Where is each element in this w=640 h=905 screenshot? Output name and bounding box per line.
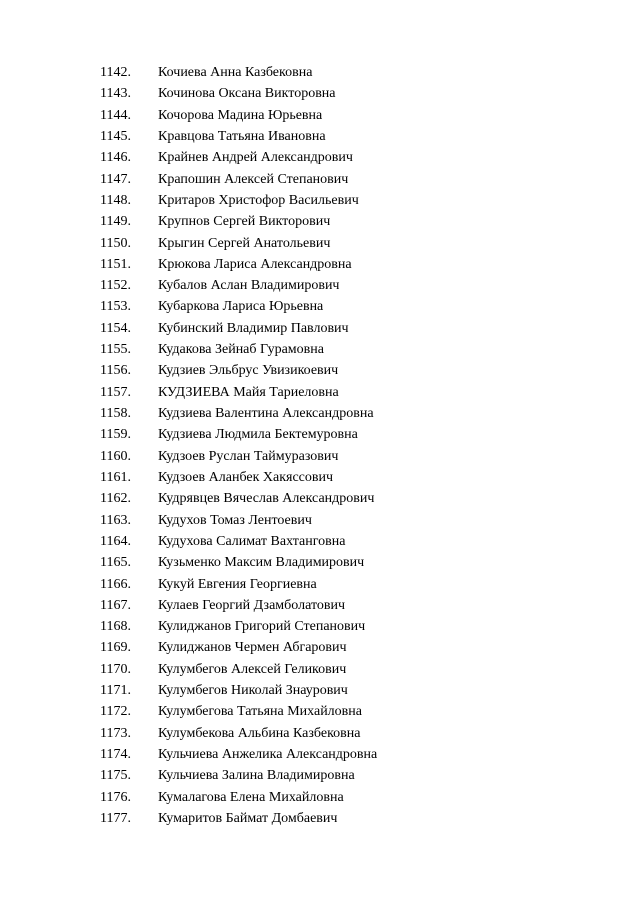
- entry-number: 1155.: [100, 342, 131, 358]
- entry-number: 1174.: [100, 747, 131, 762]
- entry-number: 1157.: [100, 384, 131, 400]
- entry-name: Кулиджанов Чермен Абгарович: [158, 640, 347, 656]
- entry-name: Кулумбегов Николай Знаурович: [158, 683, 348, 699]
- entry-name: Кравцова Татьяна Ивановна: [158, 128, 326, 144]
- entry-number: 1177.: [100, 810, 131, 826]
- entry-number: 1165.: [100, 555, 131, 571]
- entry-name: Кулумбегов Алексей Геликович: [158, 661, 347, 677]
- entry-number: 1158.: [100, 406, 131, 421]
- entry-number: 1143.: [100, 86, 131, 102]
- entry-number: 1147.: [100, 171, 131, 187]
- entry-number: 1175.: [100, 768, 131, 784]
- entry-number: 1154.: [100, 320, 131, 336]
- entry-name: Крайнев Андрей Александрович: [158, 150, 353, 166]
- entry-name: Крапошин Алексей Степанович: [158, 171, 349, 187]
- entry-name: Кочиева Анна Казбековна: [158, 65, 313, 80]
- entry-number: 1167.: [100, 597, 131, 613]
- entry-name: Кулумбегова Татьяна Михайловна: [158, 704, 362, 720]
- entry-number: 1163.: [100, 512, 131, 528]
- entry-number: 1170.: [100, 661, 131, 677]
- entry-name: Кульчиева Анжелика Александровна: [158, 747, 378, 762]
- entry-name: Кумаритов Баймат Домбаевич: [158, 810, 338, 826]
- entry-name: Критаров Христофор Васильевич: [158, 192, 359, 208]
- entry-number: 1169.: [100, 640, 131, 656]
- entry-number: 1171.: [100, 683, 131, 699]
- entry-name: Кукуй Евгения Георгиевна: [158, 576, 317, 592]
- entry-name: Кузьменко Максим Владимирович: [158, 555, 365, 571]
- entry-name: Кудзиева Людмила Бектемуровна: [158, 427, 358, 443]
- entry-name: Кульчиева Залина Владимировна: [158, 768, 355, 784]
- entry-name: Кубаркова Лариса Юрьевна: [158, 299, 324, 315]
- entry-number: 1145.: [100, 128, 131, 144]
- entry-name: Кудзоев Руслан Таймуразович: [158, 448, 339, 464]
- entry-number: 1162.: [100, 491, 131, 507]
- entry-name: Крыгин Сергей Анатольевич: [158, 235, 331, 251]
- entry-number: 1160.: [100, 448, 131, 464]
- entry-number: 1152.: [100, 278, 131, 294]
- entry-name: КУДЗИЕВА Майя Тариеловна: [158, 384, 339, 400]
- entry-name: Крюкова Лариса Александровна: [158, 256, 352, 272]
- entry-name: Кулиджанов Григорий Степанович: [158, 619, 366, 635]
- entry-name: Кочинова Оксана Викторовна: [158, 86, 336, 102]
- entry-name: Кудзиева Валентина Александровна: [158, 406, 374, 421]
- entry-name: Кубинский Владимир Павлович: [158, 320, 349, 336]
- entry-number: 1168.: [100, 619, 131, 635]
- entry-number: 1144.: [100, 107, 131, 123]
- entry-number: 1164.: [100, 533, 131, 549]
- entry-number: 1173.: [100, 725, 131, 741]
- entry-number: 1161.: [100, 469, 131, 485]
- entry-number: 1146.: [100, 150, 131, 166]
- entry-name: Кудзиев Эльбрус Увизикоевич: [158, 363, 339, 379]
- entry-number: 1156.: [100, 363, 131, 379]
- entry-name: Кудухова Салимат Вахтанговна: [158, 533, 346, 549]
- entry-number: 1159.: [100, 427, 131, 443]
- entry-number: 1166.: [100, 576, 131, 592]
- entry-name: Кудухов Томаз Лентоевич: [158, 512, 312, 528]
- entry-name: Кубалов Аслан Владимирович: [158, 278, 340, 294]
- entry-name: Кудакова Зейнаб Гурамовна: [158, 342, 324, 358]
- entry-name: Кумалагова Елена Михайловна: [158, 789, 344, 805]
- entry-name: Кудрявцев Вячеслав Александрович: [158, 491, 375, 507]
- entry-number: 1148.: [100, 192, 131, 208]
- entry-number: 1149.: [100, 214, 131, 230]
- entry-number: 1176.: [100, 789, 131, 805]
- entry-name: Кулумбекова Альбина Казбековна: [158, 725, 361, 741]
- entry-number: 1151.: [100, 256, 131, 272]
- entry-number: 1153.: [100, 299, 131, 315]
- entry-number: 1150.: [100, 235, 131, 251]
- entry-number: 1142.: [100, 65, 131, 80]
- entry-name: Кочорова Мадина Юрьевна: [158, 107, 323, 123]
- entry-name: Крупнов Сергей Викторович: [158, 214, 331, 230]
- entry-name: Кулаев Георгий Дзамболатович: [158, 597, 346, 613]
- entry-name: Кудзоев Аланбек Хакяссович: [158, 469, 334, 485]
- entry-number: 1172.: [100, 704, 131, 720]
